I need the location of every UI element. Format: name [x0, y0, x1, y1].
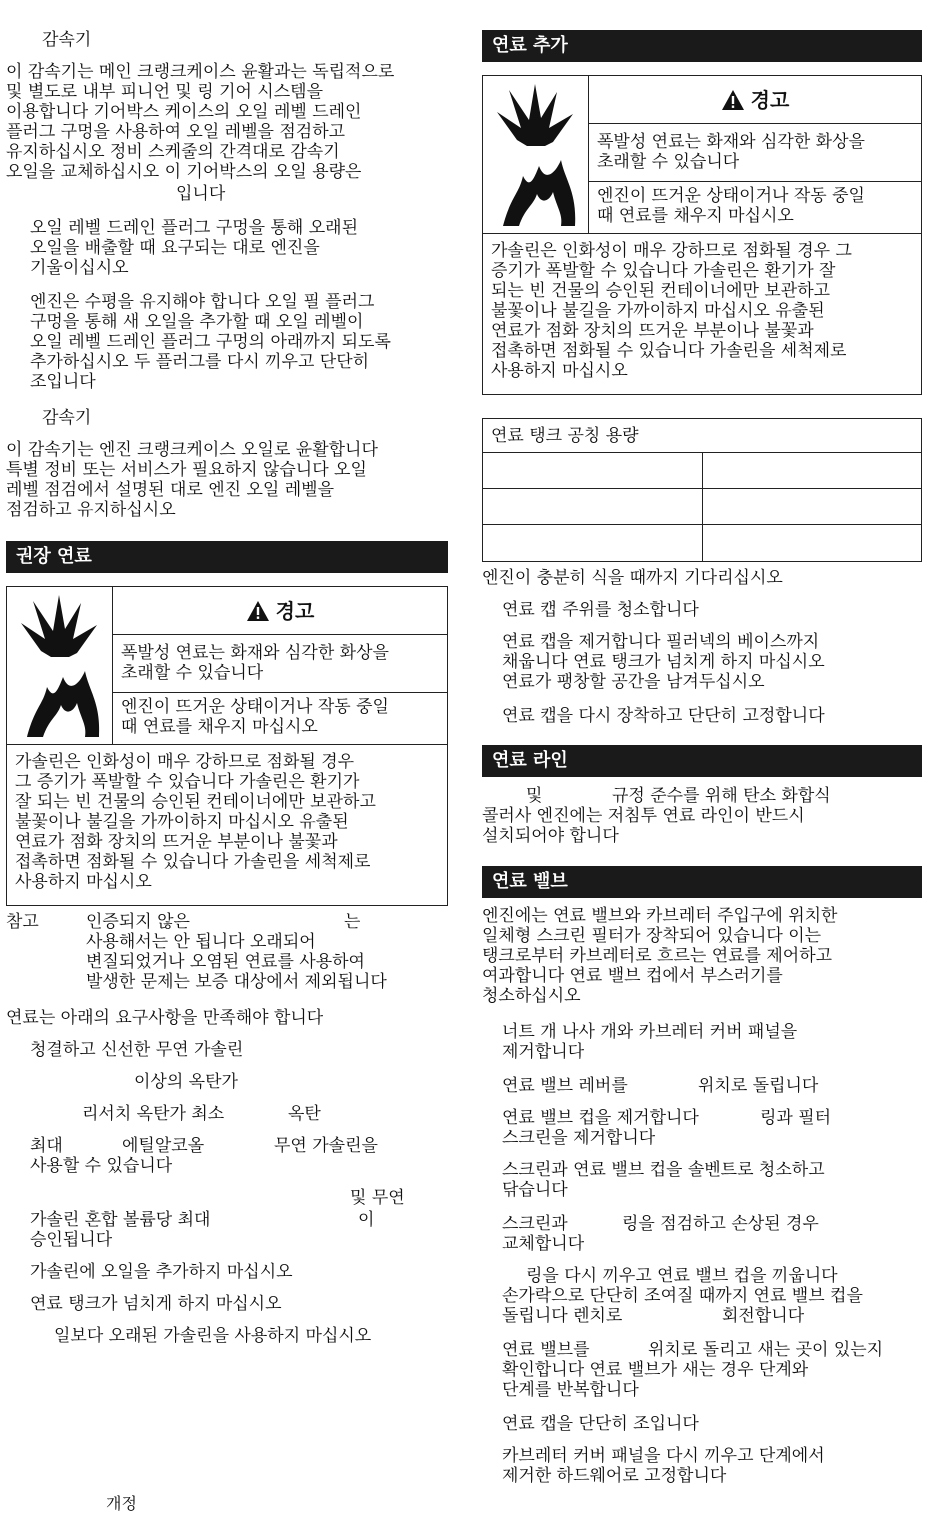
requirement-6: 가솔린에 오일을 추가하지 마십시오 — [30, 1262, 293, 1282]
warning-text-2: 엔진이 뜨거운 상태이거나 작동 중일 때 연료를 채우지 마십시오 — [121, 697, 389, 737]
valve-step-3c: 스크린을 제거합니다 — [502, 1128, 656, 1148]
valve-step-2a: 연료 밸브 레버를 — [502, 1076, 628, 1096]
fuel-line-text-c: 콜러사 엔진에는 저침투 연료 라인이 반드시 설치되어야 합니다 — [482, 806, 805, 846]
warning-triangle-icon — [721, 89, 745, 111]
valve-step-2b: 위치로 돌립니다 — [698, 1076, 819, 1096]
valve-step-7b: 위치로 돌리고 새는 곳이 있는지 — [648, 1340, 884, 1360]
requirement-5b: 가솔린 혼합 볼륨당 최대 — [30, 1210, 211, 1230]
table-cell — [483, 525, 703, 561]
warning-text-2-right: 엔진이 뜨거운 상태이거나 작동 중일 때 연료를 채우지 마십시오 — [597, 186, 865, 226]
valve-step-8: 연료 캡을 단단히 조입니다 — [502, 1414, 699, 1434]
requirement-2: 이상의 옥탄가 — [134, 1072, 238, 1092]
warning-text-1-right: 폭발성 연료는 화재와 심각한 화상을 초래할 수 있습니다 — [597, 132, 865, 172]
valve-step-6a: 링을 다시 끼우고 연료 밸브 컵을 끼웁니다 — [526, 1266, 838, 1286]
valve-step-5a: 스크린과 — [502, 1214, 568, 1234]
table-row — [483, 525, 921, 561]
requirement-1: 청결하고 신선한 무연 가솔린 — [30, 1040, 244, 1060]
valve-step-5b: 링을 점검하고 손상된 경우 — [622, 1214, 819, 1234]
reducer1-heading: 감속기 — [42, 30, 92, 50]
requirement-4d: 사용할 수 있습니다 — [30, 1156, 173, 1176]
reducer1-step-1: 오일 레벨 드레인 플러그 구멍을 통해 오래된 오일을 배출할 때 요구되는 대로 엔진을 기울이십시오 — [30, 218, 359, 278]
valve-step-6c: 돌립니다 렌치로 — [502, 1306, 623, 1326]
valve-step-6b: 손가락으로 단단히 조여질 때까지 연료 밸브 컵을 — [502, 1286, 863, 1306]
requirement-4b: 에틸알코올 — [122, 1136, 205, 1156]
fuel-tank-capacity-table — [482, 418, 922, 562]
add-fuel-step-2: 연료 캡을 제거합니다 필러넥의 베이스까지 채웁니다 연료 탱크가 넘치게 하지 마십시오 연료가 팽창할 공간을 남겨두십시오 — [502, 632, 825, 692]
note-text: 사용해서는 안 됩니다 오래되어 변질되었거나 오염된 연료를 사용하여 발생한 문제는 보증 대상에서 제외됩니다 — [86, 932, 387, 992]
warning-title — [113, 587, 447, 635]
warning-title-right — [589, 76, 921, 124]
warning-body-right: 가솔린은 인화성이 매우 강하므로 점화될 경우 그 증기가 폭발할 수 있습니다 가솔린은 환기가 잘 되는 빈 건물의 승인된 컨테이너에만 보관하고 불꽃이나 불길을 가까이하지 마십시오 유출된 연료가 점화 장치의 뜨거운 부분이나 불꽃과 접촉하면 점화될 수 있습니다 가솔린을 세척제로 사용하지 마십시오 — [491, 241, 852, 381]
add-fuel-step-1: 연료 캡 주위를 청소합니다 — [502, 600, 699, 620]
valve-step-3b: 링과 필터 — [760, 1108, 832, 1128]
note-line-1: 인증되지 않은 — [86, 912, 190, 932]
warning-title-text: 경고 — [275, 598, 315, 623]
add-fuel-title: 연료 추가 — [482, 30, 922, 62]
explosion-fire-icon — [483, 76, 589, 233]
reducer1-body-end: 입니다 — [176, 184, 226, 204]
fuel-line-title: 연료 라인 — [482, 745, 922, 777]
requirement-5a: 및 무연 — [350, 1188, 405, 1208]
fuel-requirements-intro: 연료는 아래의 요구사항을 만족해야 합니다 — [6, 1008, 324, 1028]
requirement-7: 연료 탱크가 넘치게 하지 마십시오 — [30, 1294, 282, 1314]
requirement-3a: 리서치 옥탄가 최소 — [82, 1104, 225, 1124]
valve-step-9: 카브레터 커버 패널을 다시 끼우고 단계에서 제거한 하드웨어로 고정합니다 — [502, 1446, 825, 1486]
table-cell — [483, 489, 703, 524]
valve-step-3a: 연료 밸브 컵을 제거합니다 — [502, 1108, 699, 1128]
valve-step-6d: 회전합니다 — [722, 1306, 805, 1326]
warning-box — [6, 586, 448, 906]
requirement-5d: 승인됩니다 — [30, 1230, 113, 1250]
fuel-valve-title: 연료 밸브 — [482, 866, 922, 898]
warning-body: 가솔린은 인화성이 매우 강하므로 점화될 경우 그 증기가 폭발할 수 있습니다 가솔린은 환기가 잘 되는 빈 건물의 승인된 컨테이너에만 보관하고 불꽃이나 불길을 가까이하지 마십시오 유출된 연료가 점화 장치의 뜨거운 부분이나 불꽃과 접촉하면 점화될 수 있습니다 가솔린을 세척제로 사용하지 마십시오 — [15, 752, 376, 892]
add-fuel-step-3: 연료 캡을 다시 장착하고 단단히 고정합니다 — [502, 706, 825, 726]
fuel-tank-table-header: 연료 탱크 공칭 용량 — [483, 419, 921, 453]
explosion-fire-icon — [7, 587, 113, 744]
requirement-8: 일보다 오래된 가솔린을 사용하지 마십시오 — [54, 1326, 372, 1346]
valve-step-7a: 연료 밸브를 — [502, 1340, 590, 1360]
table-row — [483, 489, 921, 525]
requirement-4a: 최대 — [30, 1136, 63, 1156]
table-cell — [703, 453, 922, 488]
valve-step-7c: 확인합니다 연료 밸브가 새는 경우 단계와 단계를 반복합니다 — [502, 1360, 809, 1400]
fuel-line-text-a: 및 — [526, 786, 543, 806]
warning-title-text-right: 경고 — [750, 87, 790, 112]
table-cell — [483, 453, 703, 488]
note-line-1-end: 는 — [344, 912, 361, 932]
valve-step-1: 너트 개 나사 개와 카브레터 커버 패널을 제거합니다 — [502, 1022, 798, 1062]
reducer1-step-2: 엔진은 수평을 유지해야 합니다 오일 필 플러그 구멍을 통해 새 오일을 추가할 때 오일 레벨이 오일 레벨 드레인 플러그 구멍의 아래까지 되도록 추가하십시오 두 플러그를 다시 끼우고 단단히 조입니다 — [30, 292, 391, 392]
requirement-3b: 옥탄 — [288, 1104, 321, 1124]
valve-step-4: 스크린과 연료 밸브 컵을 솔벤트로 청소하고 닦습니다 — [502, 1160, 825, 1200]
warning-header-right — [483, 76, 921, 234]
requirement-4c: 무연 가솔린을 — [274, 1136, 378, 1156]
fuel-section-title: 권장 연료 — [6, 541, 448, 573]
warning-divider — [113, 692, 448, 693]
note-label: 참고 — [6, 912, 39, 932]
warning-box-right — [482, 75, 922, 395]
reducer2-body: 이 감속기는 엔진 크랭크케이스 오일로 윤활합니다 특별 정비 또는 서비스가 필요하지 않습니다 오일 레벨 점검에서 설명된 대로 엔진 오일 레벨을 점검하고 유지하십시오 — [6, 440, 378, 520]
warning-triangle-icon — [246, 600, 270, 622]
warning-header — [7, 587, 447, 745]
table-cell — [703, 489, 922, 524]
add-fuel-intro: 엔진이 충분히 식을 때까지 기다리십시오 — [482, 568, 783, 588]
requirement-5c: 이 — [358, 1210, 375, 1230]
valve-step-5c: 교체합니다 — [502, 1234, 585, 1254]
fuel-line-text-b: 규정 준수를 위해 탄소 화합식 — [612, 786, 831, 806]
warning-divider-right — [589, 181, 922, 182]
reducer2-heading: 감속기 — [42, 408, 92, 428]
table-cell — [703, 525, 922, 561]
footer-revision: 개정 — [106, 1494, 137, 1513]
table-row — [483, 453, 921, 489]
reducer1-body: 이 감속기는 메인 크랭크케이스 윤활과는 독립적으로 및 별도로 내부 피니언 및 링 기어 시스템을 이용합니다 기어박스 케이스의 오일 레벨 드레인 플러그 구멍을 사용하여 오일 레벨을 점검하고 유지하십시오 정비 스케줄의 간격대로 감속기 오일을 교체하십시오 이 기어박스의 오일 용량은 — [6, 62, 395, 182]
warning-text-1: 폭발성 연료는 화재와 심각한 화상을 초래할 수 있습니다 — [121, 643, 389, 683]
fuel-valve-body: 엔진에는 연료 밸브와 카브레터 주입구에 위치한 일체형 스크린 필터가 장착되어 있습니다 이는 탱크로부터 카브레터로 흐르는 연료를 제어하고 여과합니다 연료 밸브 컵에서 부스러기를 청소하십시오 — [482, 906, 838, 1006]
